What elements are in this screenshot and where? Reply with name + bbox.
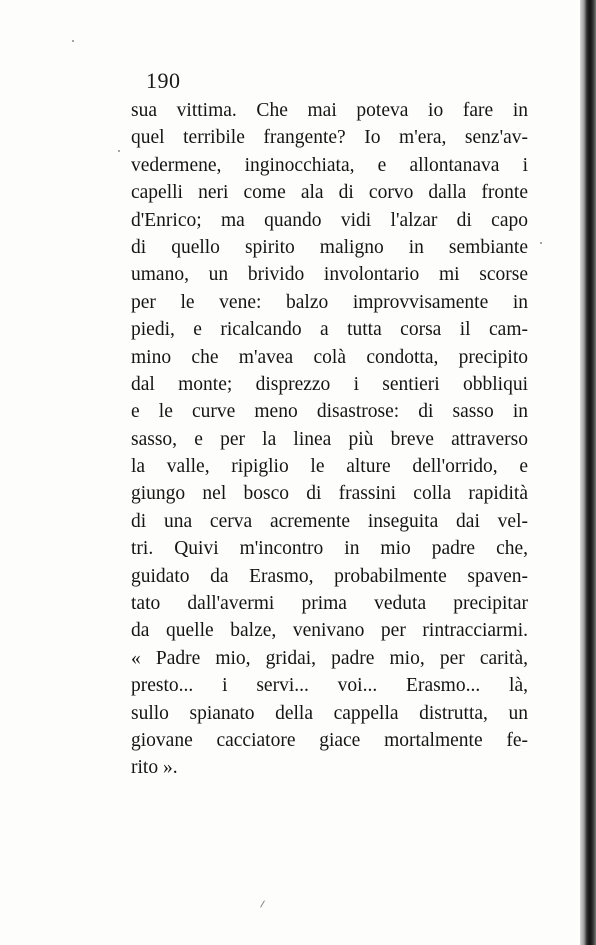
text-line: sua vittima. Che mai poteva io fare in <box>131 100 528 121</box>
text-line: giungo nel bosco di frassini colla rapidità <box>131 483 528 505</box>
text-line: mino che m'avea colà condotta, precipito <box>131 346 528 368</box>
text-line: capelli neri come ala di corvo dalla fronte <box>131 182 528 204</box>
text-line: « Padre mio, gridai, padre mio, per carità, <box>131 647 528 669</box>
text-line: per le vene: balzo improvvisamente in <box>131 291 528 313</box>
text-line: presto... i servi... voi... Erasmo... là, <box>131 675 528 697</box>
text-line: giovane cacciatore giace mortalmente fe- <box>131 729 528 751</box>
text-line: la valle, ripiglio le alture dell'orrido, e <box>131 456 528 478</box>
text-line: umano, un brivido involontario mi scorse <box>131 264 528 286</box>
page-number: 190 <box>146 68 181 93</box>
text-line: tato dall'avermi prima veduta precipitar <box>131 593 528 615</box>
text-line: piedi, e ricalcando a tutta corsa il cam- <box>131 319 528 341</box>
text-line: sullo spianato della cappella distrutta, un <box>131 702 528 724</box>
text-line: da quelle balze, venivano per rintracciarmi. <box>131 620 528 642</box>
text-line: dal monte; disprezzo i sentieri obbliqui <box>131 373 528 395</box>
paper-speck <box>72 40 74 42</box>
text-line: quel terribile frangente? Io m'era, senz'av- <box>131 127 528 149</box>
text-line: vedermene, inginocchiata, e allontanava i <box>131 154 528 176</box>
paper-speck <box>118 150 120 152</box>
text-line: guidato da Erasmo, probabilmente spaven- <box>131 565 528 587</box>
paper-speck <box>540 242 542 244</box>
body-text <box>131 97 528 782</box>
binding-edge <box>580 0 596 945</box>
text-line: di quello spirito maligno in sembiante <box>131 236 528 258</box>
text-line: e le curve meno disastrose: di sasso in <box>131 401 528 423</box>
text-line: sasso, e per la linea più breve attraverso <box>131 428 528 450</box>
text-line: rito ». <box>131 757 178 779</box>
text-line: d'Enrico; ma quando vidi l'alzar di capo <box>131 209 528 231</box>
text-line: di una cerva acremente inseguita dai vel- <box>131 510 528 532</box>
paper-speck <box>260 900 265 907</box>
text-line: tri. Quivi m'incontro in mio padre che, <box>131 538 528 560</box>
